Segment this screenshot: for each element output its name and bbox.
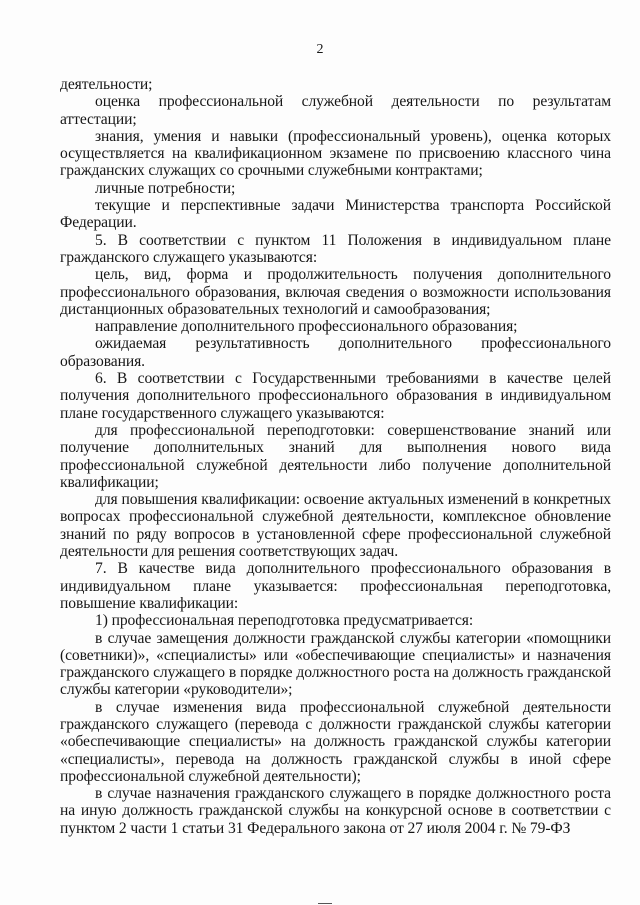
- page-number: 2: [316, 42, 324, 57]
- paragraph: знания, умения и навыки (профессиональный уровень), оценка которых осуществляется на квалификационном экзамене по присвоению классного чина гражданских служащих со срочными служебными контрактами;: [60, 127, 611, 180]
- paragraph: личные потребности;: [95, 179, 236, 197]
- paragraph: 7. В качестве вида дополнительного профессионального образования в индивидуальном плане указывается: профессиональная переподготовка, повышение квалификации:: [60, 560, 611, 612]
- paragraph: в случае назначения гражданского служащего в порядке должностного роста на иную должность гражданской службы на конкурсной основе в соответствии с пунктом 2 части 1 статьи 31 Федерального закона от 27 июля 2004 г. № 79-ФЗ: [60, 785, 611, 837]
- paragraph: в случае изменения вида профессиональной служебной деятельности гражданского служащего (перевода с должности гражданской службы категории «обеспечивающие специалисты» на должность гражданской службы категории «специалисты», перевода на должность гражданской службы в иной сфере профессиональной служебной деятельности);: [60, 698, 611, 785]
- document-body: [60, 76, 611, 837]
- paragraph: ожидаемая результативность дополнительного профессионального образования.: [60, 335, 611, 370]
- paragraph: для профессиональной переподготовки: совершенствование знаний или получение дополнительных знаний для выполнения нового вида профессиональной служебной деятельности либо получение дополнительной квалификации;: [60, 421, 611, 491]
- paragraph: 1) профессиональная переподготовка предусматривается:: [95, 612, 474, 630]
- paragraph: оценка профессиональной служебной деятельности по результатам аттестации;: [60, 93, 611, 128]
- scan-edge-mark: [318, 903, 332, 904]
- paragraph: 6. В соответствии с Государственными требованиями в качестве целей получения дополнительного профессионального образования в индивидуальном плане государственного служащего указываются:: [60, 370, 611, 422]
- paragraph: направление дополнительного профессионального образования;: [95, 318, 518, 336]
- paragraph: для повышения квалификации: освоение актуальных изменений в конкретных вопросах профессиональной служебной деятельности, комплексное обновление знаний по ряду вопросов в установленной сфере профессиональной служебной деятельности для решения соответствующих задач.: [60, 491, 611, 561]
- paragraph: деятельности;: [60, 76, 153, 93]
- paragraph: цель, вид, форма и продолжительность получения дополнительного профессионального образования, включая сведения о возможности использования дистанционных образовательных технологий и самообразования;: [60, 266, 611, 318]
- paragraph: 5. В соответствии с пунктом 11 Положения в индивидуальном плане гражданского служащего указываются:: [60, 231, 611, 266]
- paragraph: в случае замещения должности гражданской службы категории «помощники (советники)», «специалисты» или «обеспечивающие специалисты» и назначения гражданского служащего в порядке должностного роста на должность гражданской службы категории «руководители»;: [60, 629, 611, 699]
- paragraph: текущие и перспективные задачи Министерства транспорта Российской Федерации.: [60, 197, 611, 232]
